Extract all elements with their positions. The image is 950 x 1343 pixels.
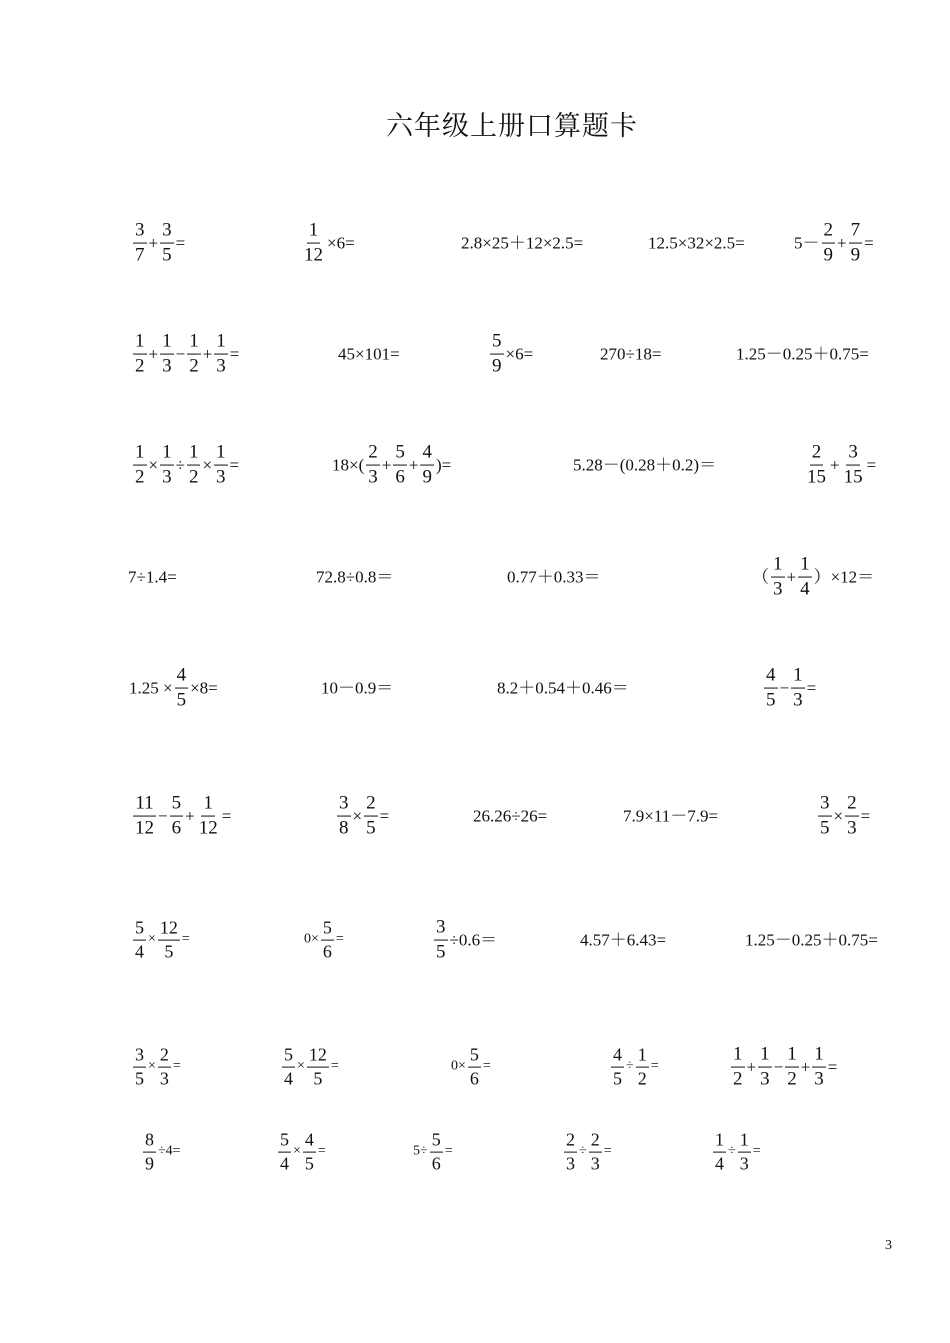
- expression-text: 1.25－0.25＋0.75=: [736, 344, 869, 364]
- problem-6-5: [816, 794, 870, 839]
- fraction-numerator: 1: [160, 443, 174, 466]
- expression-text: 0.77＋0.33＝: [507, 567, 601, 587]
- fraction-numerator: 1: [713, 1131, 726, 1153]
- fraction: [214, 443, 228, 488]
- fraction-denominator: 2: [733, 1068, 743, 1090]
- fraction-numerator: 3: [160, 221, 174, 244]
- fraction: [393, 443, 407, 488]
- fraction-denominator: 2: [188, 466, 199, 488]
- fraction-numerator: 5: [321, 919, 334, 941]
- fraction: [133, 919, 146, 962]
- expression-text: ×: [148, 1059, 156, 1074]
- fraction-numerator: 2: [564, 1131, 577, 1153]
- fraction: [282, 1046, 295, 1089]
- fraction-numerator: 4: [420, 443, 434, 466]
- fraction-denominator: 2: [637, 1068, 647, 1089]
- expression-text: 0×: [304, 932, 319, 947]
- fraction-numerator: 4: [611, 1046, 624, 1068]
- fraction: [321, 919, 334, 962]
- fraction: [160, 443, 174, 488]
- problem-4-3: [507, 569, 601, 586]
- fraction-numerator: 4: [303, 1131, 316, 1153]
- expression-text: +: [148, 233, 159, 253]
- expression-text: =: [175, 233, 186, 253]
- fraction-denominator: 6: [431, 1153, 441, 1174]
- expression-text: 1.25－0.25＋0.75=: [745, 930, 878, 950]
- fraction-denominator: 3: [847, 817, 857, 839]
- fraction-denominator: 3: [216, 355, 226, 377]
- fraction-denominator: 12: [198, 817, 218, 839]
- expression-text: −: [773, 1057, 784, 1077]
- fraction-numerator: 5: [393, 443, 407, 466]
- fraction-denominator: 4: [800, 578, 810, 600]
- fraction: [738, 1131, 751, 1174]
- fraction-numerator: 4: [175, 666, 189, 689]
- problem-5-1: [129, 666, 218, 711]
- expression-text: 0×: [451, 1059, 466, 1074]
- fraction: [771, 555, 785, 600]
- problem-9-3: [413, 1131, 453, 1174]
- fraction-numerator: 1: [160, 332, 174, 355]
- problem-1-1: [131, 221, 185, 266]
- problem-2-2: [338, 346, 400, 363]
- fraction-numerator: 5: [282, 1046, 295, 1068]
- expression-text: 7.9×11－7.9=: [623, 806, 719, 826]
- fraction: [468, 1046, 481, 1089]
- fraction-numerator: 1: [133, 332, 147, 355]
- fraction-denominator: 5: [613, 1068, 622, 1089]
- fraction-denominator: 9: [145, 1153, 154, 1174]
- fraction-numerator: 12: [158, 919, 180, 941]
- expression-text: −: [158, 806, 168, 826]
- fraction-numerator: 2: [366, 443, 380, 466]
- fraction-denominator: 5: [304, 1153, 314, 1174]
- fraction-denominator: 5: [766, 689, 776, 711]
- fraction-numerator: 3: [818, 794, 832, 817]
- expression-text: =: [864, 233, 874, 253]
- problem-3-4: [803, 443, 876, 488]
- fraction-numerator: 1: [133, 443, 147, 466]
- problem-1-5: [794, 221, 874, 266]
- fraction: [798, 555, 812, 600]
- expression-text: −: [779, 678, 790, 698]
- fraction-denominator: 15: [843, 466, 863, 488]
- expression-text: 1.25 ×: [129, 678, 173, 698]
- fraction-numerator: 2: [589, 1131, 602, 1153]
- fraction-denominator: 5: [313, 1068, 323, 1089]
- expression-text: ÷: [579, 1144, 587, 1159]
- fraction: [175, 666, 189, 711]
- problem-4-1: [128, 569, 177, 586]
- fraction: [490, 332, 504, 377]
- problem-7-2: [304, 919, 344, 962]
- fraction: [842, 443, 865, 488]
- fraction: [430, 1131, 443, 1174]
- fraction: [133, 221, 147, 266]
- fraction-numerator: 1: [214, 332, 228, 355]
- fraction-denominator: 4: [280, 1153, 289, 1174]
- expression-text: +: [185, 806, 195, 826]
- fraction-denominator: 6: [395, 466, 405, 488]
- problem-1-4: [648, 235, 745, 252]
- problem-6-2: [335, 794, 389, 839]
- fraction-denominator: 3: [159, 1068, 169, 1089]
- fraction-numerator: 1: [201, 794, 215, 817]
- expression-text: ×: [352, 806, 363, 826]
- expression-text: 5÷: [413, 1144, 428, 1159]
- fraction: [564, 1131, 577, 1174]
- expression-text: =: [866, 455, 877, 475]
- fraction-numerator: 1: [758, 1045, 772, 1068]
- fraction: [158, 1046, 171, 1089]
- expression-text: 2.8×25＋12×2.5=: [461, 233, 584, 253]
- expression-text: =: [379, 806, 390, 826]
- expression-text: +: [202, 344, 213, 364]
- fraction-numerator: 2: [810, 443, 824, 466]
- expression-text: −: [175, 344, 186, 364]
- fraction-denominator: 5: [135, 1068, 144, 1089]
- fraction-denominator: 7: [135, 244, 145, 266]
- fraction-denominator: 3: [368, 466, 378, 488]
- fraction: [143, 1131, 156, 1174]
- fraction-numerator: 2: [158, 1046, 171, 1068]
- fraction: [160, 332, 174, 377]
- problem-7-5: [745, 932, 878, 949]
- fraction: [785, 1045, 799, 1090]
- fraction: [845, 794, 859, 839]
- fraction: [758, 1045, 772, 1090]
- fraction: [187, 443, 201, 488]
- fraction-numerator: 3: [846, 443, 860, 466]
- expression-text: ×: [148, 932, 156, 947]
- problem-7-4: [580, 932, 666, 949]
- fraction: [434, 918, 448, 963]
- fraction-numerator: 12: [307, 1046, 329, 1068]
- expression-text: =: [317, 1144, 326, 1159]
- problem-6-4: [623, 808, 718, 825]
- problem-2-1: [131, 332, 239, 377]
- expression-text: +: [381, 455, 392, 475]
- fraction-denominator: 12: [304, 244, 323, 266]
- fraction-numerator: 1: [771, 555, 785, 578]
- fraction-numerator: 3: [337, 794, 351, 817]
- fraction-denominator: 9: [492, 355, 502, 377]
- fraction-denominator: 5: [820, 817, 830, 839]
- fraction-numerator: 3: [133, 1046, 146, 1068]
- problem-9-4: [562, 1131, 612, 1174]
- expression-text: =: [827, 1057, 838, 1077]
- fraction: [636, 1046, 649, 1089]
- expression-text: =: [444, 1144, 453, 1159]
- expression-text: =: [229, 344, 240, 364]
- fraction-denominator: 9: [823, 244, 833, 266]
- fraction-numerator: 2: [822, 221, 836, 244]
- expression-text: =: [650, 1059, 659, 1074]
- expression-text: ×: [833, 806, 844, 826]
- expression-text: =: [181, 932, 190, 947]
- problem-1-3: [461, 235, 583, 252]
- fraction: [364, 794, 378, 839]
- fraction: [812, 1045, 826, 1090]
- problem-2-3: [488, 332, 533, 377]
- fraction: [214, 332, 228, 377]
- fraction-denominator: 3: [760, 1068, 770, 1090]
- fraction-denominator: 4: [284, 1068, 293, 1089]
- expression-text: ×: [293, 1144, 301, 1159]
- fraction-denominator: 3: [590, 1153, 600, 1174]
- problem-4-4: [752, 555, 874, 600]
- fraction-denominator: 6: [171, 817, 182, 839]
- fraction-numerator: 11: [133, 794, 155, 817]
- fraction: [133, 332, 147, 377]
- fraction-denominator: 2: [189, 355, 199, 377]
- fraction: [420, 443, 434, 488]
- expression-text: )=: [435, 455, 452, 475]
- fraction: [158, 919, 180, 962]
- fraction-denominator: 3: [773, 578, 783, 600]
- fraction-denominator: 3: [739, 1153, 749, 1174]
- fraction-numerator: 1: [307, 221, 321, 244]
- expression-text: +: [408, 455, 419, 475]
- page-number: 3: [885, 1238, 892, 1253]
- fraction-numerator: 1: [731, 1045, 745, 1068]
- expression-text: =: [603, 1144, 612, 1159]
- expression-text: ÷: [728, 1144, 736, 1159]
- expression-text: =: [482, 1059, 491, 1074]
- expression-text: =: [221, 806, 232, 826]
- fraction-numerator: 1: [187, 443, 201, 466]
- fraction-denominator: 4: [135, 941, 144, 962]
- problem-6-1: [131, 794, 231, 839]
- problem-8-3: [451, 1046, 491, 1089]
- expression-text: =: [330, 1059, 339, 1074]
- fraction-denominator: 5: [436, 941, 446, 963]
- expression-text: +: [830, 455, 840, 475]
- expression-text: =: [229, 455, 240, 475]
- problem-9-1: [141, 1131, 181, 1174]
- fraction-denominator: 2: [135, 355, 145, 377]
- expression-text: 26.26÷26=: [473, 806, 548, 826]
- fraction: [187, 332, 201, 377]
- fraction: [307, 1046, 329, 1089]
- problem-3-1: [131, 443, 239, 488]
- problem-5-2: [321, 680, 393, 697]
- fraction: [160, 221, 174, 266]
- fraction: [849, 221, 863, 266]
- fraction-denominator: 5: [176, 689, 187, 711]
- problem-1-2: [300, 221, 355, 266]
- fraction-denominator: 5: [164, 941, 174, 962]
- expression-text: ÷: [626, 1059, 634, 1074]
- fraction: [713, 1131, 726, 1174]
- problem-3-2: [332, 443, 451, 488]
- expression-text: +: [837, 233, 847, 253]
- problem-8-1: [131, 1046, 181, 1089]
- fraction-numerator: 5: [278, 1131, 291, 1153]
- expression-text: 72.8÷0.8＝: [316, 567, 394, 587]
- fraction-denominator: 3: [566, 1153, 575, 1174]
- fraction-denominator: 5: [162, 244, 172, 266]
- fraction: [764, 666, 778, 711]
- fraction-numerator: 5: [133, 919, 146, 941]
- expression-text: 8.2＋0.54＋0.46＝: [497, 678, 629, 698]
- problem-7-3: [432, 918, 497, 963]
- fraction: [133, 794, 156, 839]
- expression-text: 5－: [794, 233, 820, 253]
- fraction-numerator: 1: [791, 666, 805, 689]
- fraction: [805, 443, 828, 488]
- expression-text: ÷0.6＝: [449, 930, 498, 950]
- problem-8-5: [729, 1045, 837, 1090]
- expression-text: 7÷1.4=: [128, 567, 177, 587]
- fraction-denominator: 3: [793, 689, 803, 711]
- expression-text: 12.5×32×2.5=: [648, 233, 745, 253]
- expression-text: ×: [148, 455, 159, 475]
- fraction-denominator: 8: [339, 817, 349, 839]
- expression-text: ×: [202, 455, 213, 475]
- fraction-numerator: 2: [364, 794, 378, 817]
- fraction: [589, 1131, 602, 1174]
- fraction: [822, 221, 836, 266]
- fraction-denominator: 2: [135, 466, 145, 488]
- expression-text: 5.28－(0.28＋0.2)＝: [573, 455, 717, 475]
- fraction: [731, 1045, 745, 1090]
- fraction-numerator: 2: [845, 794, 859, 817]
- fraction: [302, 221, 325, 266]
- fraction-denominator: 15: [807, 466, 826, 488]
- fraction-numerator: 5: [170, 794, 184, 817]
- fraction-numerator: 1: [798, 555, 812, 578]
- fraction-numerator: 5: [430, 1131, 443, 1153]
- fraction-denominator: 2: [787, 1068, 797, 1090]
- expression-text: +: [148, 344, 159, 364]
- fraction: [303, 1131, 316, 1174]
- expression-text: +: [800, 1057, 811, 1077]
- fraction: [133, 443, 147, 488]
- fraction: [818, 794, 832, 839]
- fraction-denominator: 6: [469, 1068, 479, 1089]
- fraction-denominator: 9: [422, 466, 432, 488]
- fraction: [337, 794, 351, 839]
- fraction-numerator: 4: [764, 666, 778, 689]
- expression-text: =: [806, 678, 817, 698]
- page-title: 六年级上册口算题卡: [386, 111, 638, 142]
- expression-text: ×8=: [190, 678, 218, 698]
- problem-9-2: [276, 1131, 326, 1174]
- problem-2-5: [736, 346, 869, 363]
- fraction-denominator: 3: [162, 466, 172, 488]
- fraction-denominator: 3: [814, 1068, 824, 1090]
- problem-8-4: [609, 1046, 659, 1089]
- expression-text: ）×12＝: [813, 567, 875, 587]
- fraction: [197, 794, 220, 839]
- expression-text: +: [746, 1057, 757, 1077]
- problem-9-5: [711, 1131, 761, 1174]
- expression-text: 10－0.9＝: [321, 678, 394, 698]
- expression-text: 18×(: [332, 455, 365, 475]
- fraction-denominator: 9: [850, 244, 861, 266]
- fraction-numerator: 5: [490, 332, 504, 355]
- fraction-denominator: 3: [162, 355, 172, 377]
- fraction-numerator: 1: [214, 443, 228, 466]
- expression-text: 4.57＋6.43=: [580, 930, 667, 950]
- fraction: [170, 794, 184, 839]
- fraction: [278, 1131, 291, 1174]
- problem-5-4: [762, 666, 816, 711]
- fraction: [611, 1046, 624, 1089]
- fraction-numerator: 1: [785, 1045, 799, 1068]
- expression-text: +: [786, 567, 797, 587]
- expression-text: ÷: [175, 455, 185, 475]
- fraction-numerator: 1: [187, 332, 201, 355]
- expression-text: =: [172, 1059, 181, 1074]
- expression-text: ×6=: [327, 233, 355, 253]
- expression-text: 270÷18=: [600, 344, 662, 364]
- fraction-denominator: 4: [715, 1153, 724, 1174]
- expression-text: ÷4=: [158, 1144, 181, 1159]
- fraction-denominator: 3: [216, 466, 226, 488]
- fraction-numerator: 1: [812, 1045, 826, 1068]
- fraction-numerator: 1: [636, 1046, 649, 1068]
- expression-text: =: [752, 1144, 761, 1159]
- problem-3-3: [573, 457, 716, 474]
- expression-text: ×: [297, 1059, 305, 1074]
- fraction-numerator: 1: [738, 1131, 751, 1153]
- fraction-denominator: 6: [322, 941, 332, 962]
- problem-2-4: [600, 346, 661, 363]
- fraction-numerator: 7: [849, 221, 863, 244]
- problem-6-3: [473, 808, 547, 825]
- fraction-denominator: 12: [135, 817, 154, 839]
- problem-5-3: [497, 680, 629, 697]
- fraction-numerator: 3: [434, 918, 448, 941]
- problem-4-2: [316, 569, 393, 586]
- fraction: [366, 443, 380, 488]
- expression-text: ×6=: [505, 344, 534, 364]
- expression-text: =: [860, 806, 871, 826]
- expression-text: =: [335, 932, 344, 947]
- fraction: [791, 666, 805, 711]
- fraction-numerator: 8: [143, 1131, 156, 1153]
- fraction-numerator: 5: [468, 1046, 481, 1068]
- fraction-denominator: 5: [366, 817, 376, 839]
- problem-7-1: [131, 919, 190, 962]
- problem-8-2: [280, 1046, 339, 1089]
- fraction: [133, 1046, 146, 1089]
- expression-text: （: [752, 567, 769, 587]
- fraction-numerator: 3: [133, 221, 147, 244]
- expression-text: 45×101=: [338, 344, 400, 364]
